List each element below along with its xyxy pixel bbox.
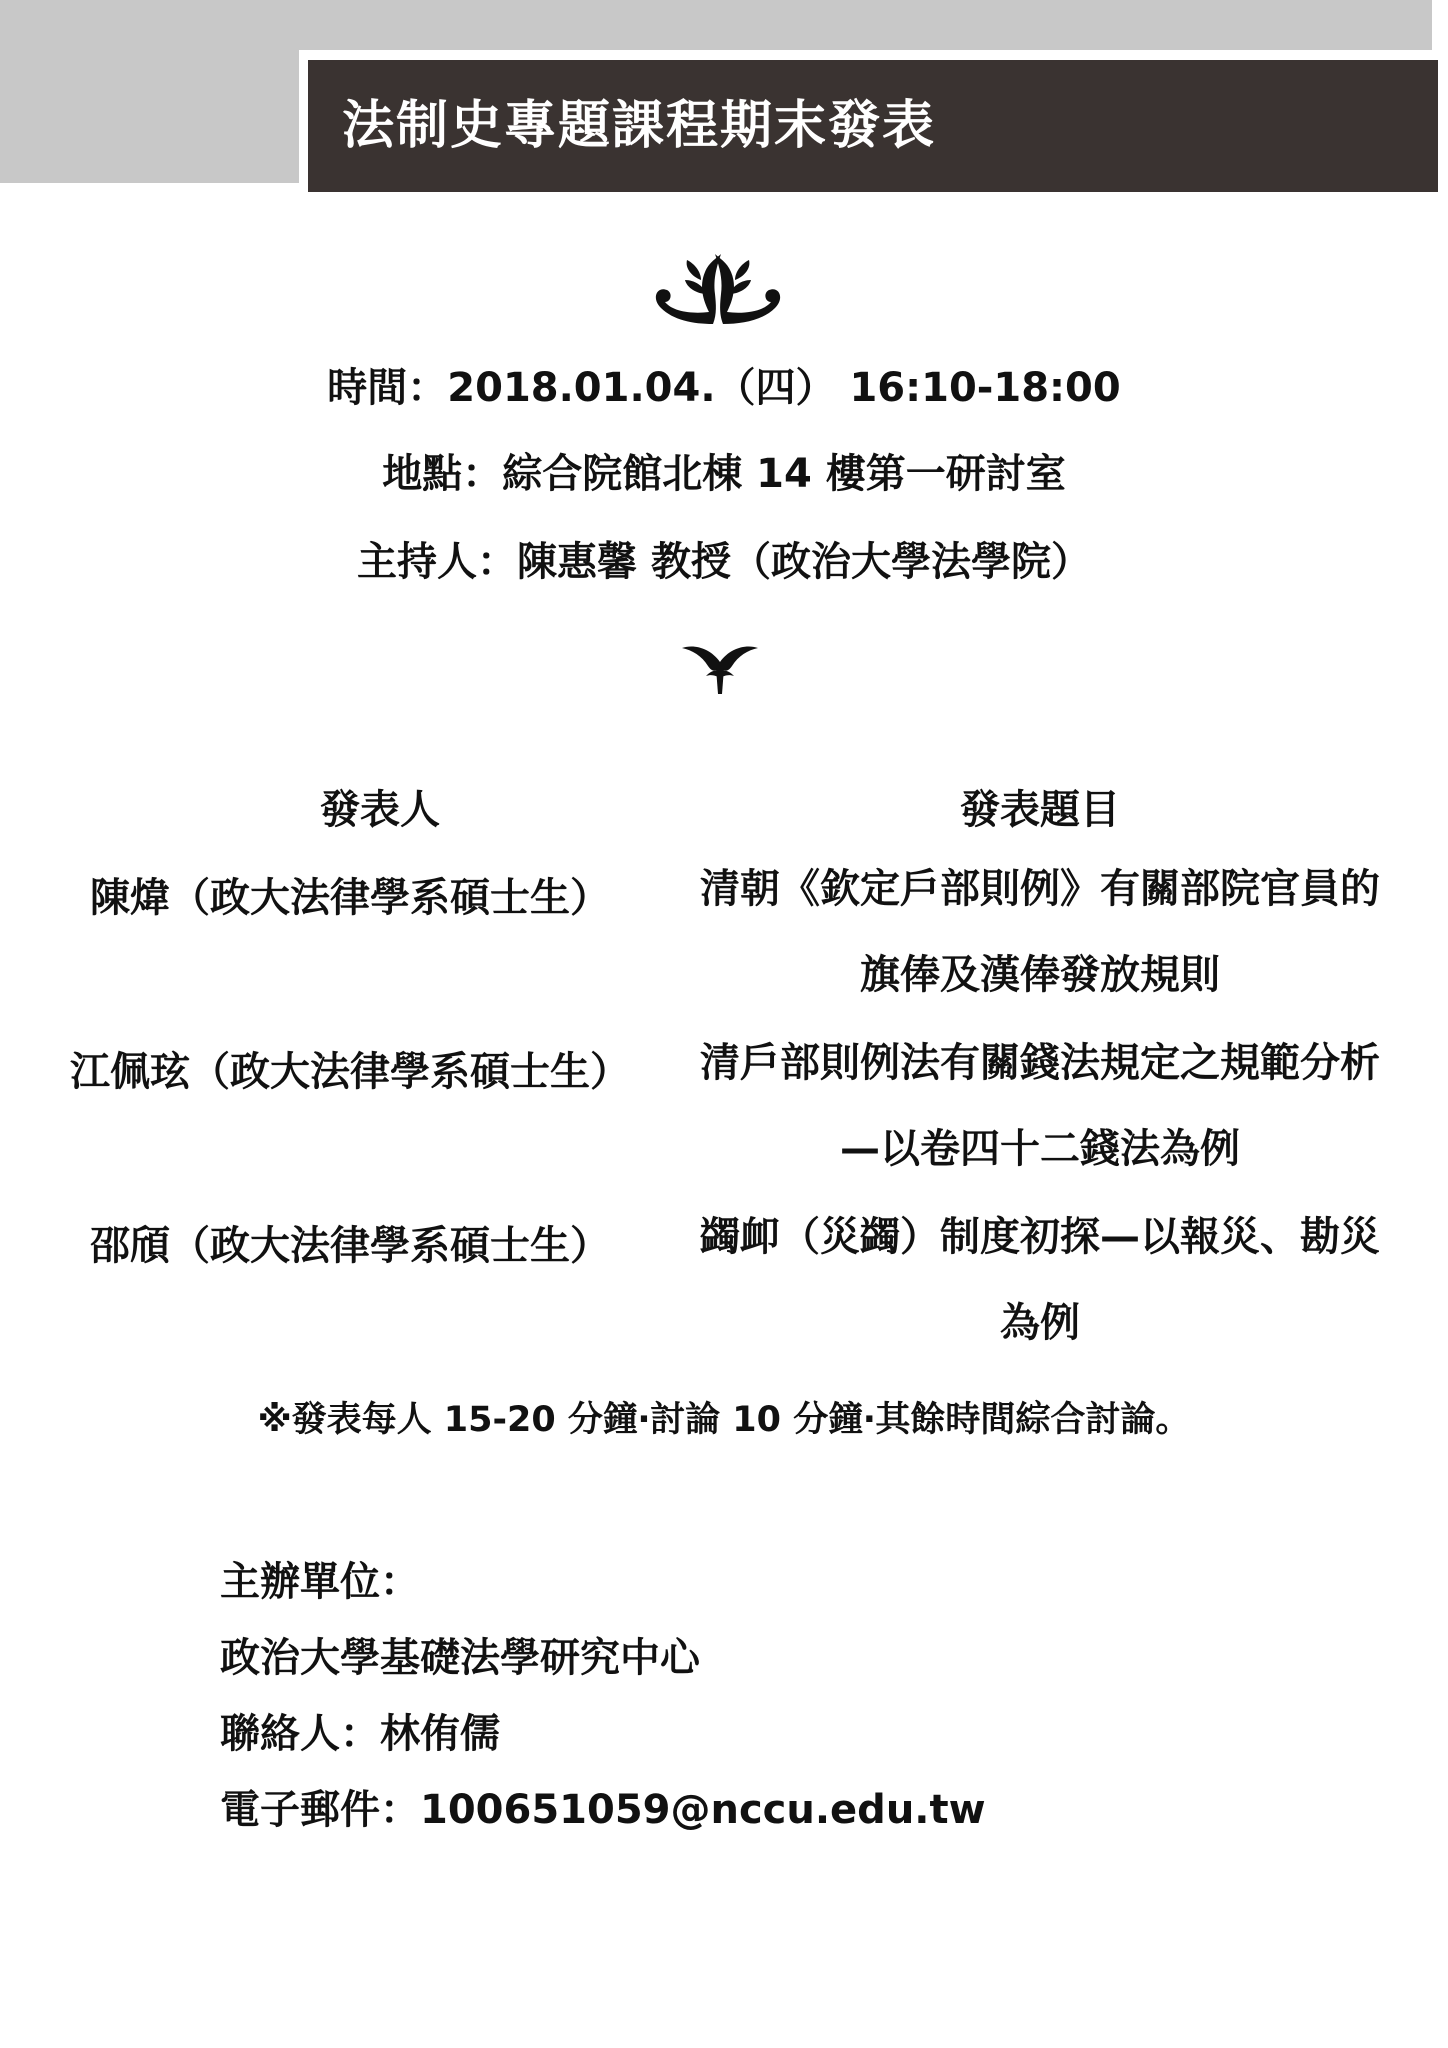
schedule-note: ※發表每人 15-20 分鐘‧討論 10 分鐘‧其餘時間綜合討論。 xyxy=(257,1400,1191,1440)
topic-2: 清戶部則例法有關錢法規定之規範分析—以卷四十二錢法為例 xyxy=(700,1040,1380,1172)
event-time: 時間：2018.01.04.（四） 16:10-18:00 xyxy=(327,365,1121,411)
contact-person: 聯絡人：林侑儒 xyxy=(220,1711,500,1757)
organizer-name: 政治大學基礎法學研究中心 xyxy=(220,1635,700,1681)
title-bar xyxy=(308,60,1438,192)
contact-email: 電子郵件：100651059@nccu.edu.tw xyxy=(220,1787,986,1833)
event-place: 地點：綜合院館北棟 14 樓第一研討室 xyxy=(382,451,1066,497)
organizer-label: 主辦單位： xyxy=(220,1559,420,1605)
topic-column-header: 發表題目 xyxy=(960,787,1120,833)
presenter-1: 陳煒（政大法律學系碩士生） xyxy=(90,875,610,921)
topic-1: 清朝《欽定戶部則例》有關部院官員的旗俸及漢俸發放規則 xyxy=(700,866,1380,998)
presenter-2: 江佩玹（政大法律學系碩士生） xyxy=(70,1049,630,1095)
event-host: 主持人：陳惠馨 教授（政治大學法學院） xyxy=(357,539,1091,585)
page-title: 法制史專題課程期末發表 xyxy=(342,96,937,156)
presenter-column-header: 發表人 xyxy=(320,787,440,833)
presenter-3: 邵頎（政大法律學系碩士生） xyxy=(90,1223,610,1269)
floral-scroll-icon xyxy=(643,250,793,336)
topic-3: 蠲卹（災蠲）制度初探—以報災、勘災為例 xyxy=(700,1214,1380,1346)
fleuron-icon xyxy=(680,640,760,700)
